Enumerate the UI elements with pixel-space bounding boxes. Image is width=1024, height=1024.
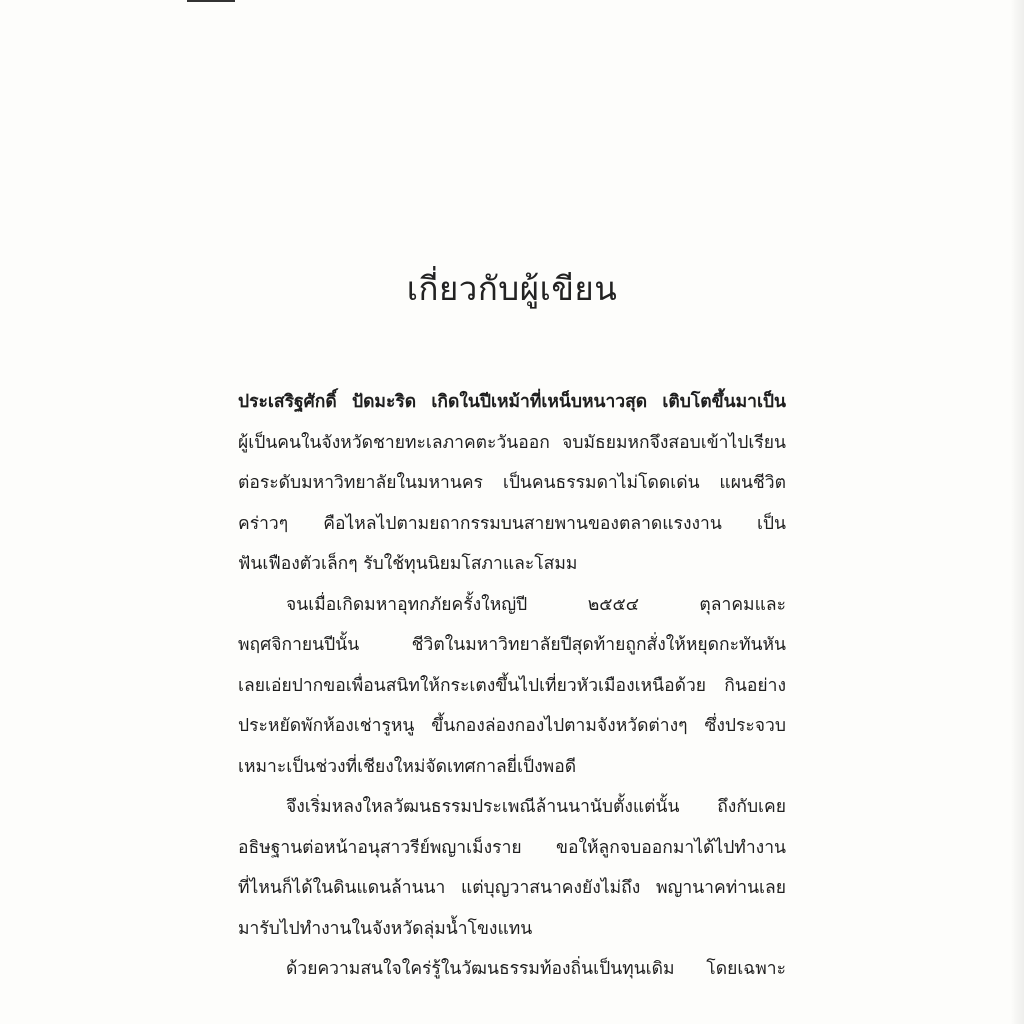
text-line: เลยเอ่ยปากขอเพื่อนสนิทให้กระเตงขึ้นไปเที่ยวหัวเมืองเหนือด้วย กินอย่าง [238,675,786,696]
text-line: อธิษฐานต่อหน้าอนุสาวรีย์พญาเม็งราย ขอให้ลูกจบออกมาได้ไปทำงาน [238,837,786,858]
text-line: พฤศจิกายนปีนั้น ชีวิตในมหาวิทยาลัยปีสุดท้ายถูกสั่งให้หยุดกะทันหัน [238,635,786,655]
top-rule [187,0,235,2]
text-line: ที่ไหนก็ได้ในดินแดนล้านนา แต่บุญวาสนาคงยังไม่ถึง พญานาคท่านเลย [238,878,786,898]
text-line: มารับไปทำงานในจังหวัดลุ่มน้ำโขงแทน [238,918,533,939]
text-line: ด้วยความสนใจใคร่รู้ในวัฒนธรรมท้องถิ่นเป็นทุนเดิม โดยเฉพาะ [286,959,786,979]
text-line: ฟันเฟืองตัวเล็กๆ รับใช้ทุนนิยมโสภาและโสมม [238,554,578,574]
text-line: ต่อระดับมหาวิทยาลัยในมหานคร เป็นคนธรรมดาไม่โดดเด่น แผนชีวิต [238,473,786,493]
text-line: เหมาะเป็นช่วงที่เชียงใหม่จัดเทศกาลยี่เป็งพอดี [238,756,577,777]
page-edge-shadow [1010,0,1024,1024]
text-line: คร่าวๆ คือไหลไปตามยถากรรมบนสายพานของตลาดแรงงาน เป็น [238,513,786,534]
body-text [238,382,786,990]
text-line: ประหยัดพักห้องเช่ารูหนู ขึ้นกองล่องกองไปตามจังหวัดต่างๆ ซึ่งประจวบ [238,716,786,736]
text-line: จนเมื่อเกิดมหาอุทกภัยครั้งใหญ่ปี ๒๕๕๔ ตุลาคมและ [286,594,786,615]
text-line: จึงเริ่มหลงใหลวัฒนธรรมประเพณีล้านนานับตั้งแต่นั้น ถึงกับเคย [286,797,786,817]
text-line: ผู้เป็นคนในจังหวัดชายทะเลภาคตะวันออก จบมัธยมหกจึงสอบเข้าไปเรียน [238,432,786,453]
text-line: ประเสริฐศักดิ์ ปัดมะริด เกิดในปีเหม้าที่เหน็บหนาวสุด เติบโตขึ้นมาเป็น [238,392,786,412]
chapter-title: เกี่ยวกับผู้เขียน [406,269,618,308]
